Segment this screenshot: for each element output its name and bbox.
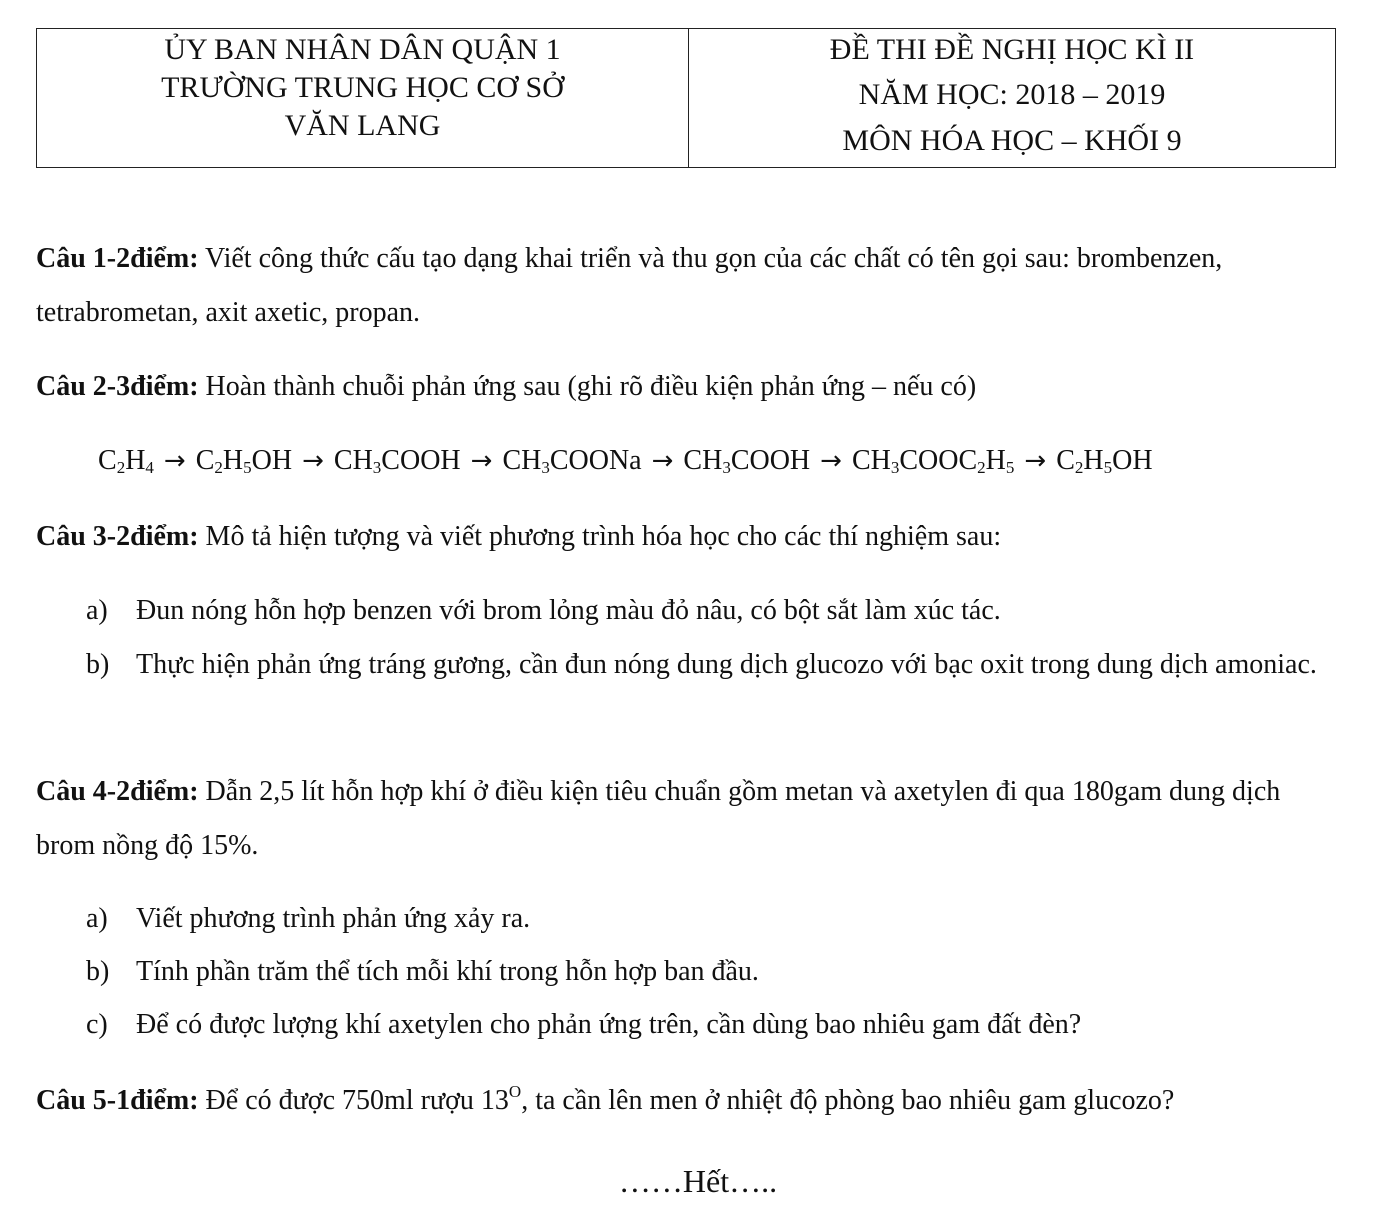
reaction-chain [98, 436, 1153, 486]
district-committee: ỦY BAN NHÂN DÂN QUẬN 1 [164, 33, 561, 66]
question-4-item-c [86, 998, 1326, 1052]
school-year: NĂM HỌC: 2018 – 2019 [858, 78, 1166, 112]
question-2-label: Câu 2-3điểm: [36, 371, 199, 402]
item-label: a) [86, 903, 108, 934]
school-info-cell [37, 29, 689, 167]
question-4-text: Dẫn 2,5 lít hỗn hợp khí ở điều kiện tiêu chuẩn gồm metan và axetylen đi qua 180gam dung dịch brom nồng độ 15%. [36, 776, 1281, 861]
question-3-label: Câu 3-2điểm: [36, 521, 199, 552]
question-4-label: Câu 4-2điểm: [36, 776, 199, 807]
item-label: b) [86, 649, 110, 680]
question-3 [36, 510, 1346, 564]
chem-ch3coona: $CH_3COONa$ [502, 445, 642, 477]
question-2 [36, 360, 1346, 414]
right-arrow-icon: → [163, 446, 186, 476]
right-arrow-icon: → [1024, 446, 1047, 476]
school-type: TRƯỜNG TRUNG HỌC CƠ SỞ [161, 71, 564, 104]
question-1 [36, 232, 1346, 340]
end-marker: ……Hết….. [618, 1163, 778, 1199]
question-5-label: Câu 5-1điểm: [36, 1085, 199, 1116]
subject-grade: MÔN HÓA HỌC – KHỐI 9 [842, 123, 1182, 157]
item-label: b) [86, 956, 110, 987]
question-1-text: Viết công thức cấu tạo dạng khai triển và thu gọn của các chất có tên gọi sau: brombenzen, tetrabrometan, axit axetic, propan. [36, 243, 1223, 328]
right-arrow-icon: → [470, 446, 493, 476]
question-3-text: Mô tả hiện tượng và viết phương trình hóa học cho các thí nghiệm sau: [198, 521, 1002, 552]
item-text: Đun nóng hỗn hợp benzen với brom lỏng màu đỏ nâu, có bột sắt làm xúc tác. [136, 595, 1001, 626]
question-4-item-a [86, 892, 1326, 946]
item-label: a) [86, 595, 108, 626]
chem-ch3cooh-2: $CH_3COOH$ [683, 445, 811, 477]
school-name: VĂN LANG [284, 109, 441, 142]
question-5-text-after: , ta cần lên men ở nhiệt độ phòng bao nhiêu gam glucozo? [521, 1085, 1175, 1116]
right-arrow-icon: → [302, 446, 324, 476]
question-5 [36, 1074, 1346, 1128]
exam-info-cell [689, 29, 1335, 167]
question-4-item-b [86, 945, 1326, 999]
chem-ch3cooh: $CH_3COOH$ [333, 445, 461, 477]
question-4 [36, 765, 1346, 873]
exam-header-table [36, 28, 1336, 168]
item-label: c) [86, 1009, 108, 1040]
right-arrow-icon: → [820, 446, 842, 476]
chem-c2h5oh: $C_2H_5OH$ [195, 445, 293, 477]
question-2-text: Hoàn thành chuỗi phản ứng sau (ghi rõ điều kiện phản ứng – nếu có) [198, 371, 977, 402]
question-3-item-b [86, 638, 1326, 692]
chem-ch3cooc2h5: $CH_3COOC_2H_5$ [851, 445, 1015, 477]
chem-c2h4: $C_2H_4$ [98, 445, 154, 477]
item-text: Để có được lượng khí axetylen cho phản ứng trên, cần dùng bao nhiêu gam đất đèn? [136, 1009, 1082, 1040]
item-text: Tính phần trăm thể tích mỗi khí trong hỗn hợp ban đầu. [136, 956, 759, 987]
chem-c2h5oh-2: $C_2H_5OH$ [1056, 445, 1153, 477]
question-3-item-a [86, 584, 1326, 638]
exam-title: ĐỀ THI ĐỀ NGHỊ HỌC KÌ II [829, 33, 1195, 66]
degree-superscript: O [508, 1082, 522, 1101]
item-text: Thực hiện phản ứng tráng gương, cần đun nóng dung dịch glucozo với bạc oxit trong dung dịch amoniac. [136, 649, 1317, 680]
question-5-text-before: Để có được 750ml rượu 13 [198, 1085, 509, 1116]
right-arrow-icon: → [651, 446, 674, 476]
item-text: Viết phương trình phản ứng xảy ra. [136, 903, 531, 934]
question-1-label: Câu 1-2điểm: [36, 243, 199, 274]
